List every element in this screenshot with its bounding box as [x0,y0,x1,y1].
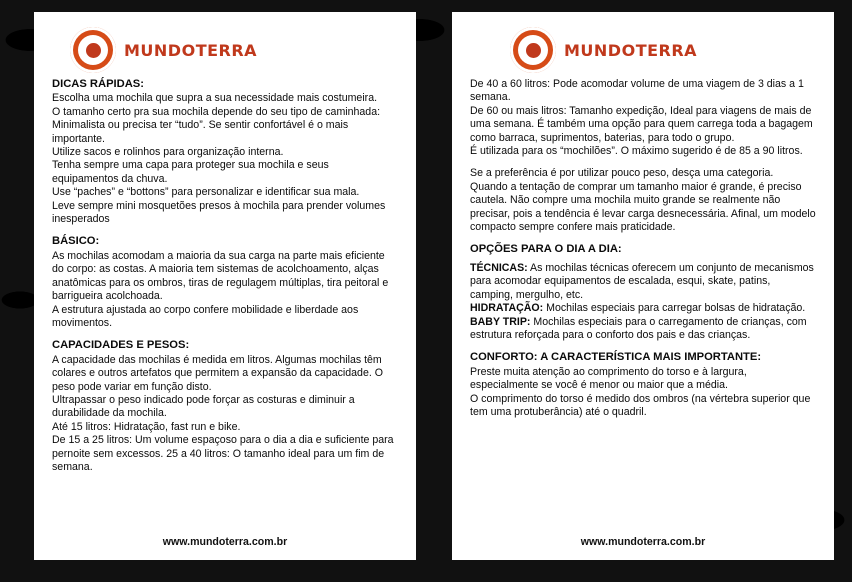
section-heading-opcoes-dia-a-dia: OPÇÕES PARA O DIA A DIA: [470,243,622,256]
paragraph: Tenha sempre uma capa para proteger sua mochila e seus equipamentos da chuva. [52,159,329,185]
brand-name-right [564,41,697,60]
list-item [470,316,816,343]
paragraph: De 60 ou mais litros: Tamanho expedição, Ideal para viagens de mais de uma semana. É também uma opção para quem carrega toda a bagagem como barraca, suprimentos, baterias, para todo o grupo. [470,104,813,144]
paragraph: Ultrapassar o peso indicado pode forçar as costuras e diminuir a durabilidade da mochila. [52,393,355,420]
brand-name-part2: TERRA [195,40,258,60]
paragraph: O comprimento do torso é medido dos ombros (na vértebra superior que tem uma protuberância) até o quadril. [470,392,811,418]
item-label-baby-trip: BABY TRIP: [470,315,531,328]
brand-name-part1: MUNDO [564,40,636,60]
item-text: Mochilas especiais para carregar bolsas de hidratação. [543,302,806,315]
paragraph: É utilizada para os “mochilões”. O máximo sugerido é de 85 a 90 litros. [470,145,803,158]
section-heading-basico: BÁSICO: [52,235,100,248]
section-heading-capacidades-pesos: CAPACIDADES E PESOS: [52,339,190,352]
left-page-content [48,78,402,474]
brand-name-left [124,41,257,60]
item-text: As mochilas técnicas oferecem um conjunto de mecanismos para acomodar equipamentos de escalada, esqui, skate, patins, camping, mergulho, etc. [470,261,814,301]
paragraph: Se a preferência é por utilizar pouco peso, desça uma categoria. [470,167,774,180]
section-heading-conforto: CONFORTO: A CARACTERÍSTICA MAIS IMPORTANTE: [470,351,762,364]
brand-name-part1: MUNDO [124,40,196,60]
item-text: Mochilas especiais para o carregamento de crianças, com estrutura reforçada para o conforto dos pais e das crianças. [470,315,807,341]
paragraph: Use “paches” e “bottons” para personalizar e identificar sua mala. [52,186,360,199]
footer-url-left[interactable]: www.mundoterra.com.br [162,536,288,548]
brand-name-part2: TERRA [635,40,698,60]
item-label-tecnicas: TÉCNICAS: [470,261,528,274]
item-label-hidratacao: HIDRATAÇÃO: [470,302,544,315]
brand-logo-left [48,22,402,78]
paragraph: Escolha uma mochila que supra a sua necessidade mais costumeira. [52,92,378,105]
paragraph: Utilize sacos e rolinhos para organização interna. [52,146,284,159]
paragraph: De 40 a 60 litros: Pode acomodar volume de uma viagem de 3 dias a 1 semana. [470,78,804,104]
paragraph: Leve sempre mini mosquetões presos à mochila para prender volumes inesperados [52,199,386,226]
left-page-card [34,12,416,560]
right-page-content [466,78,820,419]
paragraph: O tamanho certo pra sua mochila depende do seu tipo de caminhada: Minimalista ou precisa ter “tudo”. Se sentir confortável é o mais importante. [52,105,381,145]
paragraph: De 15 a 25 litros: Um volume espaçoso para o dia a dia e suficiente para pernoite sem excessos. 25 a 40 litros: O tamanho ideal para um fim de semana. [52,434,394,473]
paragraph: Preste muita atenção ao comprimento do torso e à largura, especialmente se você é menor ou maior que a média. [470,365,747,392]
paragraph: A estrutura ajustada ao corpo confere mobilidade e liberdade aos movimentos. [52,303,359,329]
footer-url-right[interactable]: www.mundoterra.com.br [580,536,706,548]
paragraph: Quando a tentação de comprar um tamanho maior é grande, é preciso cautela. Não compre uma mochila muito grande se realmente não precisar, pois a tendência é levar carga desnecessária. Afinal, um modelo compacto sempre confere mais praticidade. [470,180,816,234]
right-page-card [452,12,834,560]
section-heading-dicas-rapidas: DICAS RÁPIDAS: [52,78,144,90]
brand-logo-right [466,22,820,78]
list-item [470,262,816,302]
list-item [470,302,816,315]
concentric-circle-logo-icon [70,27,116,73]
paragraph: Até 15 litros: Hidratação, fast run e bike. [52,420,241,433]
paragraph: A capacidade das mochilas é medida em litros. Algumas mochilas têm colares e outros artefatos que permitem a expansão da capacidade. O peso pode variar em função disto. [52,353,383,393]
concentric-circle-logo-icon [510,27,556,73]
paragraph: As mochilas acomodam a maioria da sua carga na parte mais eficiente do corpo: as costas. A maioria tem sistemas de acolchoamento, alças anatômicas para os ombros, tiras de regulagem múltiplas, tira peitoral e barrigueira acolchoada. [52,249,389,303]
